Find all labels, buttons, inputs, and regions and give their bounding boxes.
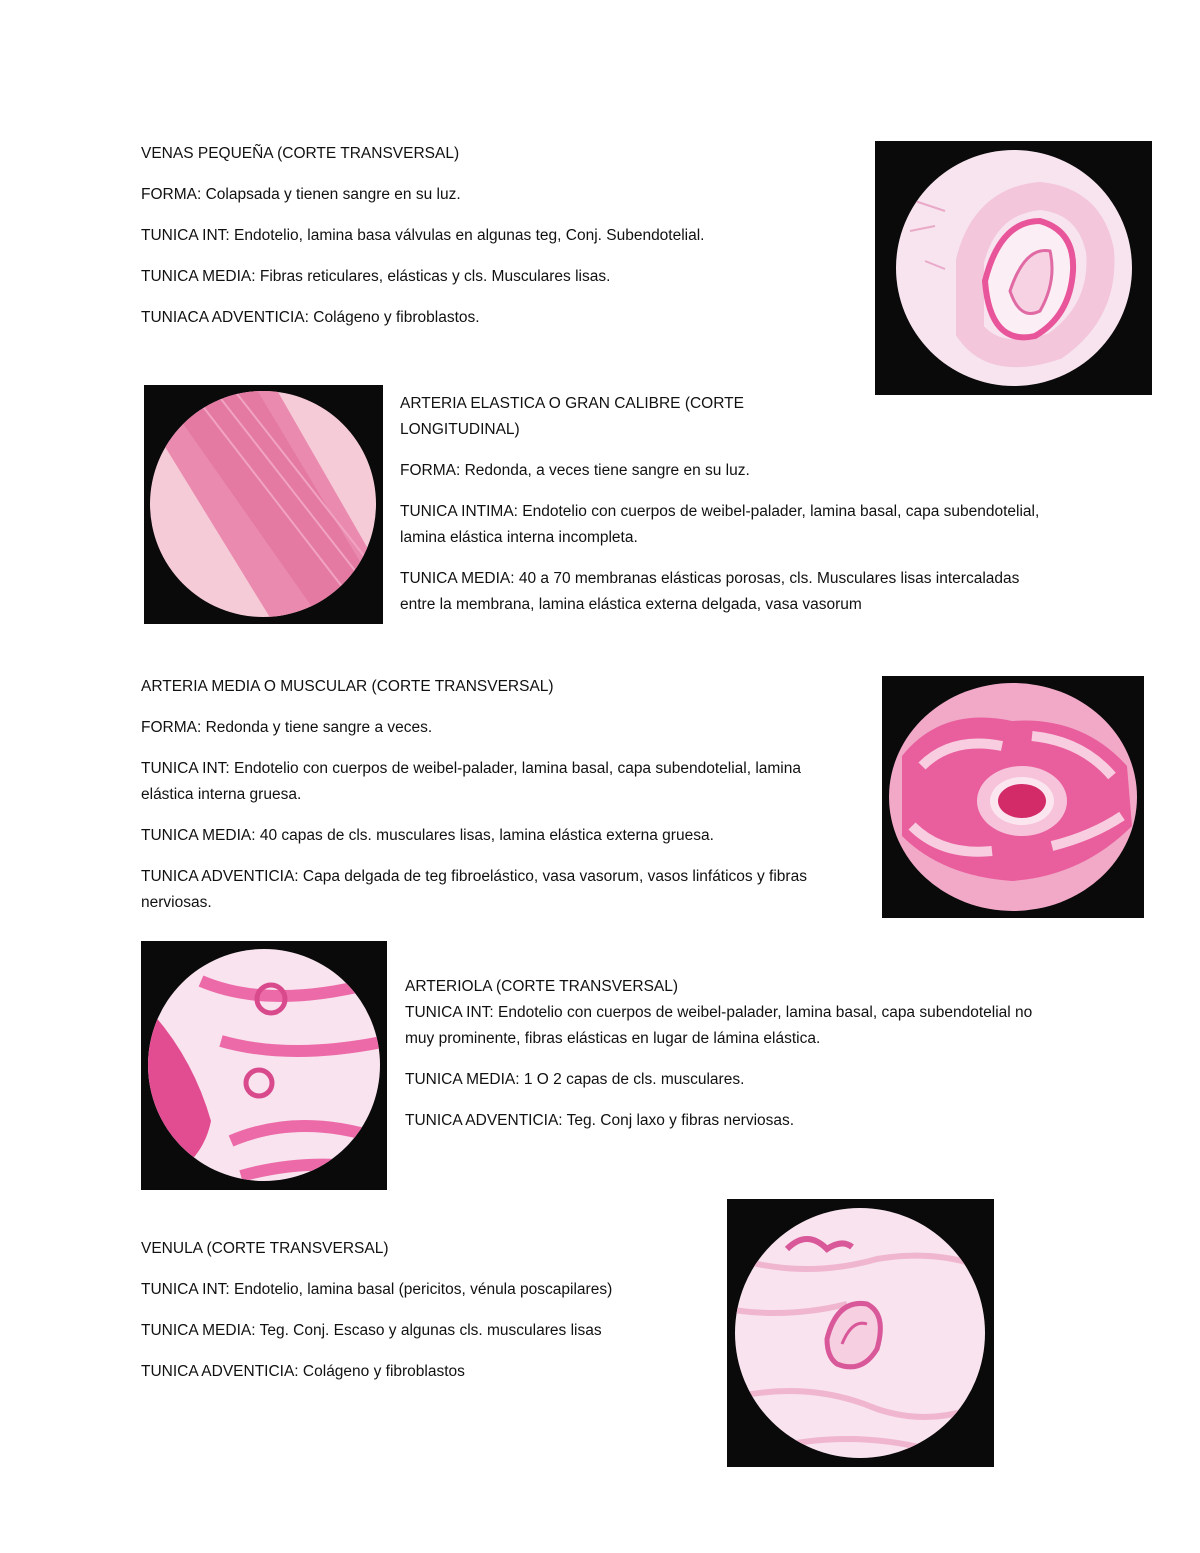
section-arteria-elastica (400, 391, 1040, 633)
line-text: 40 a 70 membranas elásticas porosas, cls. Musculares lisas intercaladas entre la membrana, lamina elástica externa delgada, vasa vasorum (400, 570, 1020, 613)
micrograph-muscular-artery (882, 676, 1144, 918)
line-text: Colágeno y fibroblastos. (308, 309, 480, 326)
forma-line (141, 715, 851, 741)
line-label: TUNICA MEDIA: (141, 827, 256, 844)
line-label: TUNICA MEDIA: (141, 268, 256, 285)
line-text: 40 capas de cls. musculares lisas, lamina elástica externa gruesa. (255, 827, 714, 844)
tunica-adventicia-line (405, 1108, 1045, 1134)
micrograph-venule (727, 1199, 994, 1467)
line-label: TUNICA ADVENTICIA: (141, 1363, 299, 1380)
line-text: 1 O 2 capas de cls. musculares. (519, 1071, 745, 1088)
tunica-int-line (141, 1277, 711, 1303)
line-label: TUNICA MEDIA: (405, 1071, 520, 1088)
tunica-media-line (400, 566, 1040, 618)
section-title: ARTERIOLA (CORTE TRANSVERSAL) (405, 978, 679, 995)
line-label: TUNICA INTIMA: (400, 503, 518, 520)
micrograph-small-vein (875, 141, 1152, 395)
line-label: FORMA: (141, 186, 202, 203)
line-label: TUNICA INT: (405, 1004, 494, 1021)
tunica-int-line (405, 1000, 1045, 1052)
section-arteriola (405, 974, 1045, 1149)
line-label: TUNICA MEDIA: (400, 570, 515, 587)
tunica-int-line (141, 223, 841, 249)
tunica-media-line (405, 1067, 1045, 1093)
section-title: ARTERIA MEDIA O MUSCULAR (CORTE TRANSVERSAL) (141, 678, 554, 695)
line-label: TUNICA INT: (141, 760, 230, 777)
forma-line (141, 182, 841, 208)
micrograph-elastic-artery (144, 385, 383, 624)
line-text: Endotelio con cuerpos de weibel-palader, lamina basal, capa subendotelial no muy prominente, fibras elásticas en lugar de lámina elástica. (405, 1004, 1033, 1047)
tunica-media-line (141, 264, 841, 290)
section-venula (141, 1236, 711, 1400)
tunica-adventicia-line (141, 864, 851, 916)
line-label: TUNICA MEDIA: (141, 1322, 256, 1339)
line-text: Colapsada y tienen sangre en su luz. (201, 186, 461, 203)
section-title: ARTERIA ELASTICA O GRAN CALIBRE (CORTE LONGITUDINAL) (400, 395, 744, 438)
line-text: Redonda y tiene sangre a veces. (201, 719, 433, 736)
tunica-int-line (141, 756, 851, 808)
line-label: FORMA: (400, 462, 461, 479)
line-label: TUNIACA ADVENTICIA: (141, 309, 309, 326)
tunica-adventicia-line (141, 305, 841, 331)
line-text: Colágeno y fibroblastos (298, 1363, 465, 1380)
venule-image (727, 1199, 994, 1467)
forma-line (400, 458, 1040, 484)
line-label: TUNICA INT: (141, 227, 230, 244)
small-vein-image (875, 141, 1152, 395)
line-label: TUNICA ADVENTICIA: (141, 868, 299, 885)
section-arteria-media (141, 674, 851, 931)
section-title: VENAS PEQUEÑA (CORTE TRANSVERSAL) (141, 145, 460, 162)
tunica-adventicia-line (141, 1359, 711, 1385)
line-text: Endotelio, lamina basa válvulas en algunas teg, Conj. Subendotelial. (229, 227, 705, 244)
line-text: Teg. Conj. Escaso y algunas cls. musculares lisas (255, 1322, 602, 1339)
tunica-media-line (141, 1318, 711, 1344)
line-text: Redonda, a veces tiene sangre en su luz. (460, 462, 750, 479)
line-text: Endotelio con cuerpos de weibel-palader, lamina basal, capa subendotelial, lamina elástica interna gruesa. (141, 760, 801, 803)
line-label: FORMA: (141, 719, 202, 736)
line-label: TUNICA ADVENTICIA: (405, 1112, 563, 1129)
line-text: Teg. Conj laxo y fibras nerviosas. (562, 1112, 795, 1129)
micrograph-arteriole (141, 941, 387, 1190)
tunica-media-line (141, 823, 851, 849)
tunica-intima-line (400, 499, 1040, 551)
section-venas-pequena (141, 141, 841, 346)
line-text: Endotelio con cuerpos de weibel-palader, lamina basal, capa subendotelial, lamina elástica interna incompleta. (400, 503, 1040, 546)
line-text: Endotelio, lamina basal (pericitos, vénula poscapilares) (229, 1281, 613, 1298)
line-text: Fibras reticulares, elásticas y cls. Musculares lisas. (255, 268, 611, 285)
section-title: VENULA (CORTE TRANSVERSAL) (141, 1240, 389, 1257)
line-text: Capa delgada de teg fibroelástico, vasa vasorum, vasos linfáticos y fibras nerviosas. (141, 868, 807, 911)
muscular-artery-image (882, 676, 1144, 918)
arteriole-image (141, 941, 387, 1190)
elastic-artery-image (144, 385, 383, 624)
line-label: TUNICA INT: (141, 1281, 230, 1298)
